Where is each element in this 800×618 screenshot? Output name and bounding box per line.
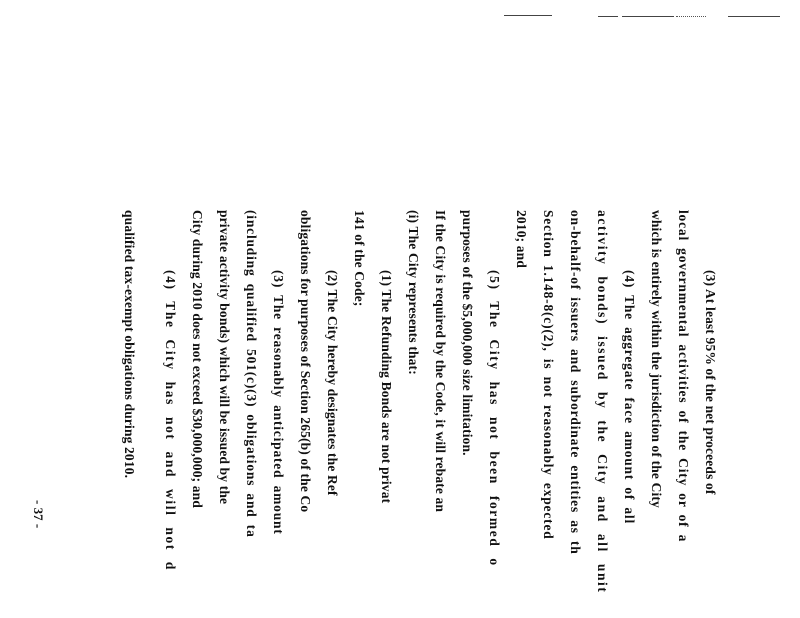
text-line: (including qualified 501(c)(3) obligations and ta bbox=[244, 210, 259, 538]
text-line: on-behalf-of issuers and subordinate entities as th bbox=[568, 210, 583, 555]
text-line: qualified tax-exempt obligations during 2010. bbox=[122, 210, 137, 479]
text-line: (4) The aggregate face amount of all bbox=[622, 270, 637, 525]
text-line: (3) The reasonably anticipated amount bbox=[271, 270, 286, 535]
text-line: local governmental activities of the City or of a bbox=[676, 210, 691, 543]
top-rule-5 bbox=[728, 16, 780, 17]
text-line: Section 1.148-8(c)(2), is not reasonably expected bbox=[541, 210, 556, 540]
top-rule-4 bbox=[676, 16, 706, 17]
text-line: (1) The Refunding Bonds are not privat bbox=[379, 270, 394, 504]
top-rule-1 bbox=[504, 15, 552, 16]
page-number: - 37 - bbox=[31, 500, 46, 529]
text-line: City during 2010 does not exceed $30,000,000; and bbox=[190, 210, 205, 508]
text-line: (i) The City represents that: bbox=[406, 210, 421, 375]
text-line: which is entirely within the jurisdiction of the City bbox=[649, 210, 664, 508]
text-line: (2) The City hereby designates the Ref bbox=[325, 270, 340, 496]
text-line: private activity bonds) which will be issued by the bbox=[217, 210, 232, 505]
text-line: (4) The City has not and will not d bbox=[163, 270, 178, 572]
top-rule-2 bbox=[598, 16, 618, 17]
text-line: If the City is required by the Code, it will rebate an bbox=[433, 210, 448, 513]
text-line: (3) At least 95% of the net proceeds of bbox=[703, 270, 718, 495]
top-rule-3 bbox=[622, 16, 674, 17]
text-line: purposes of the $5,000,000 size limitation. bbox=[460, 210, 475, 456]
text-line: (5) The City has not been formed o bbox=[487, 270, 502, 567]
text-line: 2010; and bbox=[514, 210, 529, 268]
text-line: 141 of the Code; bbox=[352, 210, 367, 307]
text-line: obligations for purposes of Section 265(b) of the Co bbox=[298, 210, 313, 513]
text-line: activity bonds) issued by the City and all unit bbox=[595, 210, 610, 594]
